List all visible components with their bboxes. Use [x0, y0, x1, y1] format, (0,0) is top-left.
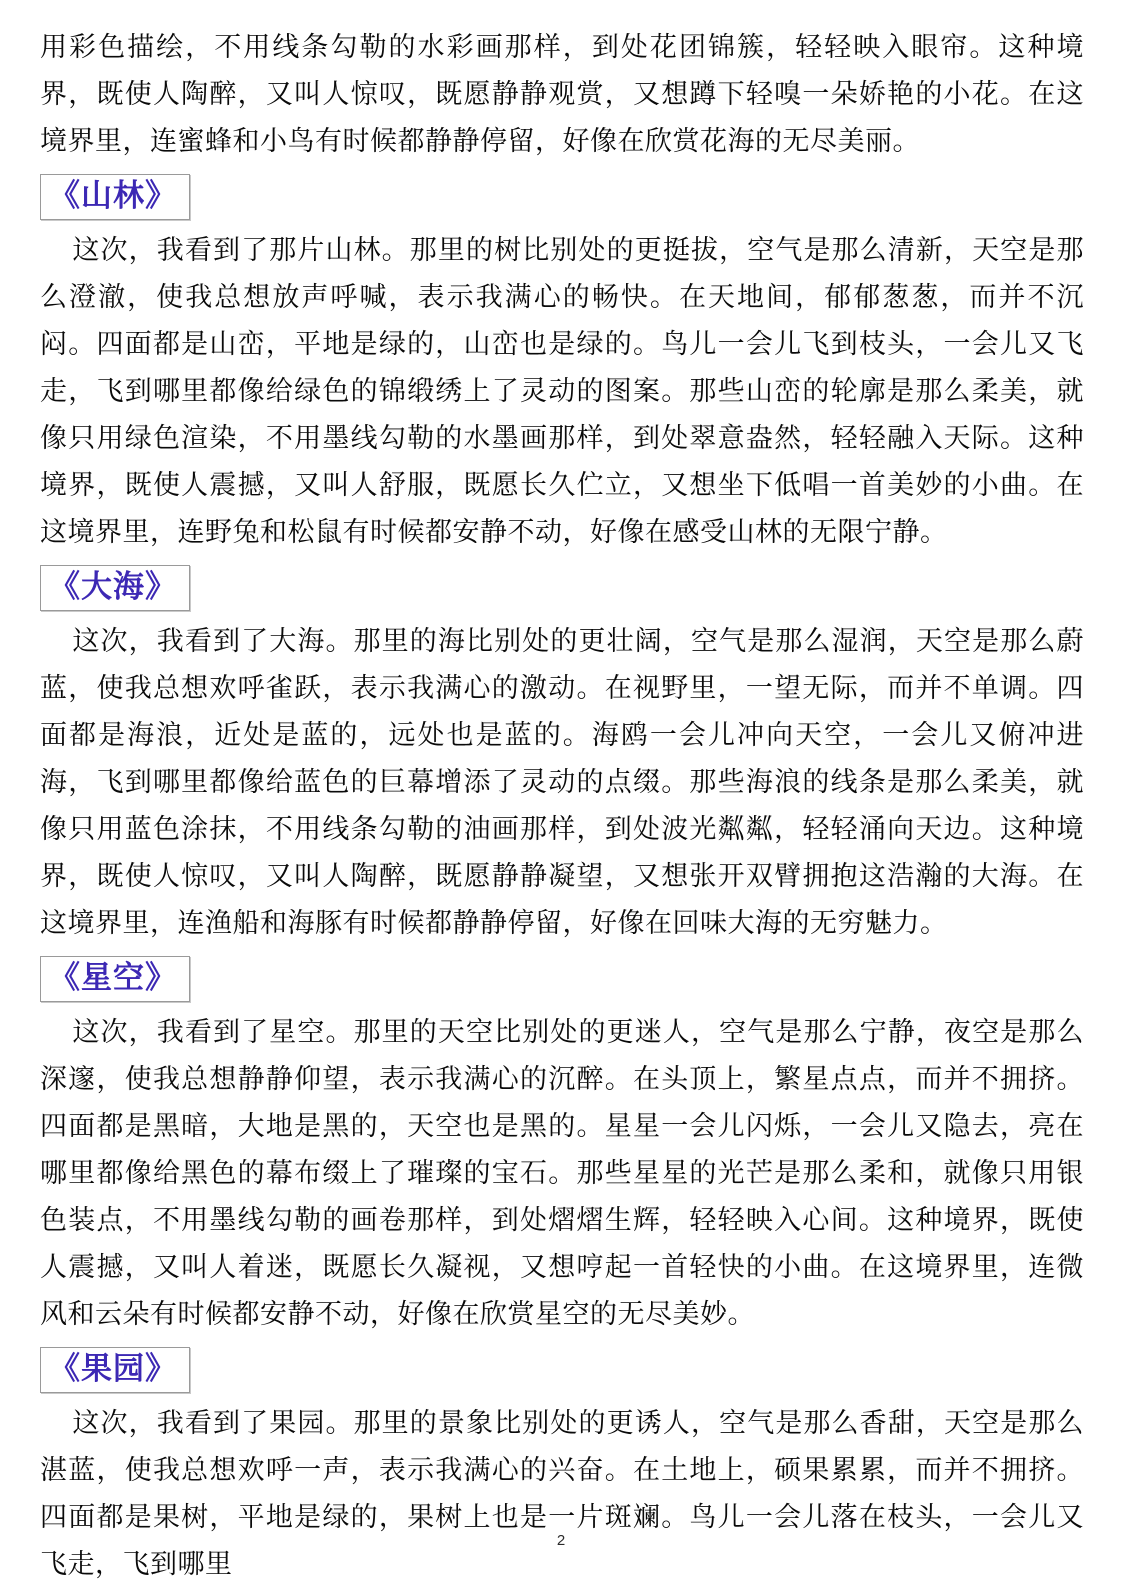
section-title: 《大海》 [49, 569, 177, 604]
section-title: 《山林》 [49, 178, 177, 213]
section-title: 《星空》 [49, 960, 177, 995]
section-guoyuan [40, 1338, 1084, 1587]
paragraph-xingkong: 这次，我看到了星空。那里的天空比别处的更迷人，空气是那么宁静，夜空是那么深邃，使我总想静静仰望，表示我满心的沉醉。在头顶上，繁星点点，而并不拥挤。四面都是黑暗，大地是黑的，天空也是黑的。星星一会儿闪烁，一会儿又隐去，亮在哪里都像给黑色的幕布缀上了璀璨的宝石。那些星星的光芒是那么柔和，就像只用银色装点，不用墨线勾勒的画卷那样，到处熠熠生辉，轻轻映入心间。这种境界，既使人震撼，又叫人着迷，既愿长久凝视，又想哼起一首轻快的小曲。在这境界里，连微风和云朵有时候都安静不动，好像在欣赏星空的无尽美妙。 [40, 1017, 1084, 1329]
section-dahai [40, 556, 1084, 947]
page-number: 2 [556, 1532, 566, 1549]
section-heading-xingkong [40, 956, 190, 1002]
paragraph-shanlin: 这次，我看到了那片山林。那里的树比别处的更挺拔，空气是那么清新，天空是那么澄澈，使我总想放声呼喊，表示我满心的畅快。在天地间，郁郁葱葱，而并不沉闷。四面都是山峦，平地是绿的，山峦也是绿的。鸟儿一会儿飞到枝头，一会儿又飞走，飞到哪里都像给绿色的锦缎绣上了灵动的图案。那些山峦的轮廓是那么柔美，就像只用绿色渲染，不用墨线勾勒的水墨画那样，到处翠意盎然，轻轻融入天际。这种境界，既使人震撼，又叫人舒服，既愿长久伫立，又想坐下低唱一首美妙的小曲。在这境界里，连野兔和松鼠有时候都安静不动，好像在感受山林的无限宁静。 [40, 235, 1084, 547]
paragraph-flower-sea-continuation: 用彩色描绘，不用线条勾勒的水彩画那样，到处花团锦簇，轻轻映入眼帘。这种境界，既使人陶醉，又叫人惊叹，既愿静静观赏，又想蹲下轻嗅一朵娇艳的小花。在这境界里，连蜜蜂和小鸟有时候都静静停留，好像在欣赏花海的无尽美丽。 [40, 32, 1084, 156]
section-heading-dahai [40, 565, 190, 611]
paragraph-guoyuan: 这次，我看到了果园。那里的景象比别处的更诱人，空气是那么香甜，天空是那么湛蓝，使我总想欢呼一声，表示我满心的兴奋。在土地上，硕果累累，而并不拥挤。四面都是果树，平地是绿的，果树上也是一片斑斓。鸟儿一会儿落在枝头，一会儿又飞走，飞到哪里 [40, 1408, 1084, 1579]
paragraph-dahai: 这次，我看到了大海。那里的海比别处的更壮阔，空气是那么湿润，天空是那么蔚蓝，使我总想欢呼雀跃，表示我满心的激动。在视野里，一望无际，而并不单调。四面都是海浪，近处是蓝的，远处也是蓝的。海鸥一会儿冲向天空，一会儿又俯冲进海，飞到哪里都像给蓝色的巨幕增添了灵动的点缀。那些海浪的线条是那么柔美，就像只用蓝色涂抹，不用线条勾勒的油画那样，到处波光粼粼，轻轻涌向天边。这种境界，既使人惊叹，又叫人陶醉，既愿静静凝望，又想张开双臂拥抱这浩瀚的大海。在这境界里，连渔船和海豚有时候都静静停留，好像在回味大海的无穷魅力。 [40, 626, 1084, 938]
section-shanlin [40, 165, 1084, 556]
section-title: 《果园》 [49, 1351, 177, 1386]
section-xingkong [40, 947, 1084, 1338]
section-heading-guoyuan [40, 1347, 190, 1393]
section-heading-shanlin [40, 174, 190, 220]
